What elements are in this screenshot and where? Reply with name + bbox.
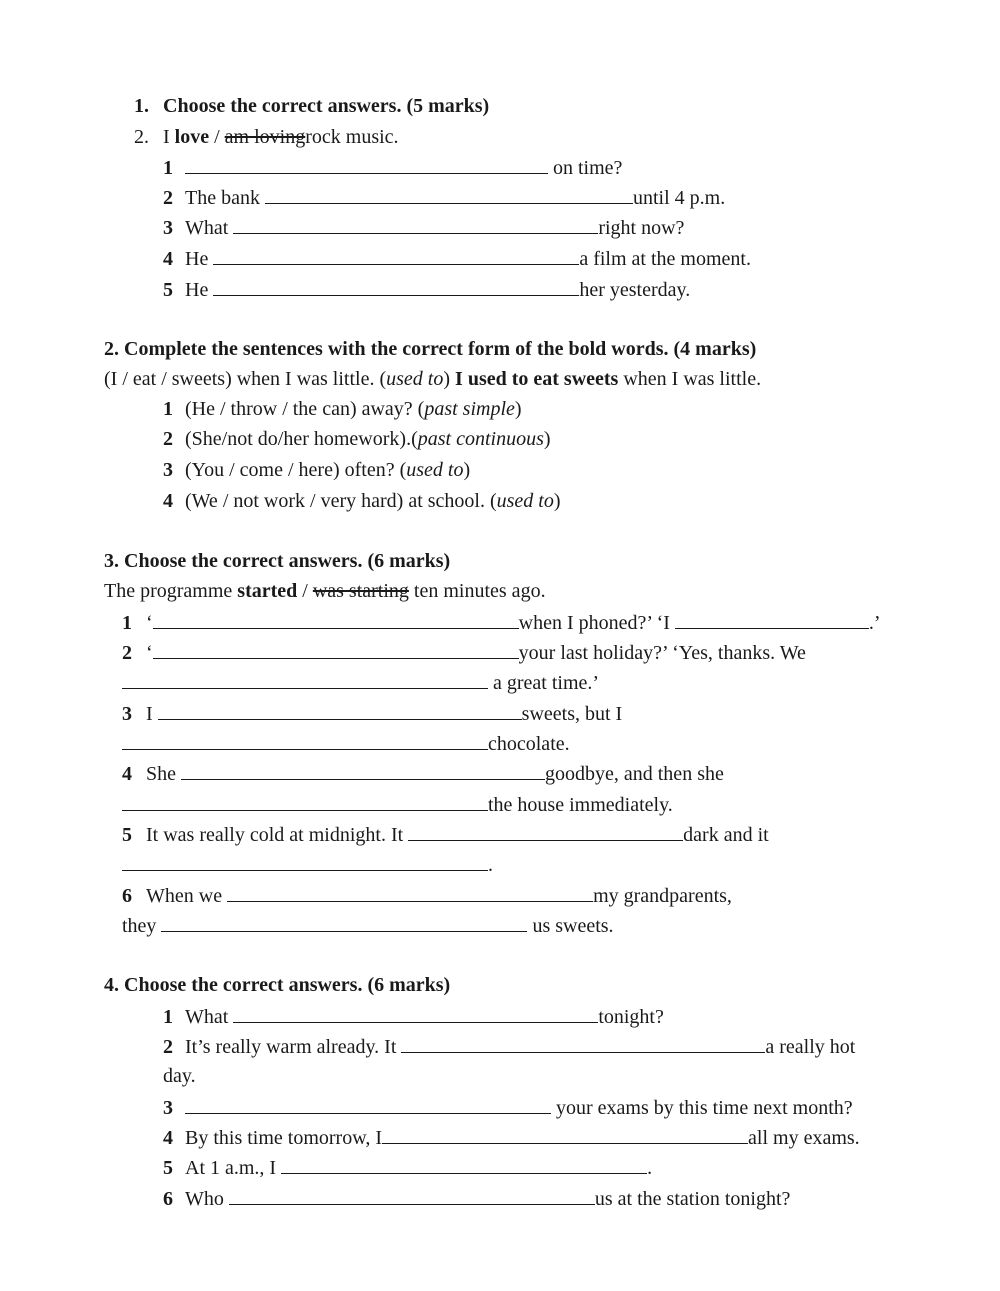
s4-item-2: 2 It’s really warm already. It a really hot <box>163 1036 856 1058</box>
answer-blank[interactable] <box>161 913 527 932</box>
answer-blank[interactable] <box>185 155 548 174</box>
answer-blank[interactable] <box>281 1155 647 1174</box>
s1-item-2: 2 The bank until 4 p.m. <box>163 187 726 209</box>
answer-blank[interactable] <box>227 883 593 902</box>
s3-item-1: 1 ‘ when I phoned?’ ‘I .’ <box>122 612 881 634</box>
answer-blank[interactable] <box>675 610 869 629</box>
answer-blank[interactable] <box>229 1186 595 1205</box>
section-1-heading: 1. Choose the correct answers. (5 marks) <box>134 95 490 117</box>
s4-item-4: 4 By this time tomorrow, I all my exams. <box>163 1127 860 1149</box>
answer-blank[interactable] <box>181 761 545 780</box>
answer-blank[interactable] <box>122 852 488 871</box>
answer-blank[interactable] <box>122 731 488 750</box>
answer-blank[interactable] <box>265 185 633 204</box>
s4-item-2-cont: day. <box>163 1065 196 1087</box>
answer-blank[interactable] <box>213 246 579 265</box>
s3-item-5-cont: . <box>122 852 493 877</box>
answer-blank[interactable] <box>153 610 519 629</box>
s1-item-4: 4 He a film at the moment. <box>163 248 751 270</box>
section-3-heading: 3. Choose the correct answers. (6 marks) <box>104 550 451 572</box>
s4-item-6: 6 Who us at the station tonight? <box>163 1188 791 1210</box>
s2-item-3: 3 (You / come / here) often? (used to) <box>163 459 471 481</box>
section-2-heading: 2. Complete the sentences with the correct form of the bold words. (4 marks) <box>104 338 757 360</box>
s4-item-1: 1 What tonight? <box>163 1006 664 1028</box>
s3-item-2: 2 ‘ your last holiday?’ ‘Yes, thanks. We <box>122 642 806 664</box>
s3-item-3-cont: chocolate. <box>122 731 570 756</box>
s3-item-6-cont: they us sweets. <box>122 915 614 937</box>
answer-blank[interactable] <box>122 792 488 811</box>
s1-item-5: 5 He her yesterday. <box>163 279 691 301</box>
section-1-example: 2. I love / am lovingrock music. <box>134 126 399 148</box>
s2-item-4: 4 (We / not work / very hard) at school. (used to) <box>163 490 561 512</box>
answer-blank[interactable] <box>213 277 579 296</box>
s4-item-5: 5 At 1 a.m., I . <box>163 1157 653 1179</box>
section-2-example: (I / eat / sweets) when I was little. (used to) I used to eat sweets when I was little. <box>104 368 762 390</box>
answer-blank[interactable] <box>401 1034 765 1053</box>
answer-blank[interactable] <box>233 1004 598 1023</box>
answer-blank[interactable] <box>158 701 522 720</box>
answer-blank[interactable] <box>185 1095 551 1114</box>
s3-item-6: 6 When we my grandparents, <box>122 885 732 907</box>
s3-item-3: 3 I sweets, but I <box>122 703 623 725</box>
s3-item-4: 4 She goodbye, and then she <box>122 763 724 785</box>
answer-blank[interactable] <box>408 822 683 841</box>
s1-item-3: 3 What right now? <box>163 217 685 239</box>
section-4-heading: 4. Choose the correct answers. (6 marks) <box>104 974 451 996</box>
s3-item-2-cont: a great time.’ <box>122 670 599 695</box>
answer-blank[interactable] <box>153 640 519 659</box>
s1-item-1: 1 on time? <box>163 157 623 179</box>
section-3-example: The programme started / was starting ten minutes ago. <box>104 580 546 602</box>
s2-item-2: 2 (She/not do/her homework).(past continuous) <box>163 428 551 450</box>
s2-item-1: 1 (He / throw / the can) away? (past simple) <box>163 398 522 420</box>
answer-blank[interactable] <box>122 670 488 689</box>
s4-item-3: 3 your exams by this time next month? <box>163 1097 853 1119</box>
answer-blank[interactable] <box>382 1125 748 1144</box>
s3-item-5: 5 It was really cold at midnight. It dark and it <box>122 824 769 846</box>
s3-item-4-cont: the house immediately. <box>122 792 673 817</box>
answer-blank[interactable] <box>233 215 598 234</box>
